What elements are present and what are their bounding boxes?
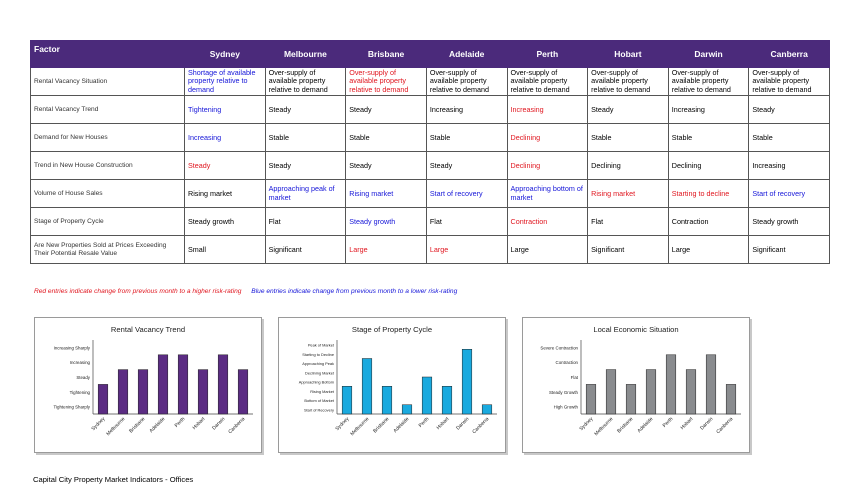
y-level-label: Declining Market: [305, 370, 334, 376]
table-cell: Steady growth: [749, 208, 830, 236]
category-label: Hobart: [679, 416, 695, 432]
y-level-label: Bottom of Market: [304, 398, 334, 404]
table-cell: Large: [346, 236, 427, 264]
table-cell: Declining: [507, 124, 588, 152]
table-cell: Tightening: [185, 96, 266, 124]
table-cell: Significant: [265, 236, 346, 264]
y-level-label: Tightening: [69, 389, 90, 395]
category-label: Brisbane: [616, 416, 635, 435]
y-level-label: Approaching Bottom: [298, 379, 334, 385]
table-cell: Steady growth: [346, 208, 427, 236]
header-city: Melbourne: [265, 41, 346, 68]
table-row: [31, 208, 830, 236]
bar-sydney: [342, 386, 352, 414]
indicator-table: [30, 40, 830, 264]
table-cell: Over-supply of available property relative to demand: [749, 68, 830, 96]
table-cell: Stable: [749, 124, 830, 152]
table-cell: Increasing: [185, 124, 266, 152]
table-cell: Increasing: [668, 96, 749, 124]
table-cell: Start of recovery: [426, 180, 507, 208]
table-cell: Start of recovery: [749, 180, 830, 208]
header-city: Hobart: [588, 41, 669, 68]
chart-svg: [279, 318, 505, 452]
table-row: [31, 96, 830, 124]
table-cell: Stable: [668, 124, 749, 152]
legend-blue-note: Blue entries indicate change from previous month to a lower risk-rating: [251, 288, 458, 295]
table-cell: Steady: [588, 96, 669, 124]
header-city: Perth: [507, 41, 588, 68]
bar-canberra: [726, 384, 736, 414]
y-level-label: Steady Growth: [548, 389, 578, 395]
page-footer: Capital City Property Market Indicators - Offices: [33, 475, 194, 484]
table-cell: Declining: [588, 152, 669, 180]
category-label: Melbourne: [349, 416, 371, 438]
table-cell: Stable: [346, 124, 427, 152]
factor-label: Rental Vacancy Situation: [31, 68, 185, 96]
table-cell: Small: [185, 236, 266, 264]
table-row: [31, 236, 830, 264]
table-cell: Approaching bottom of market: [507, 180, 588, 208]
table-cell: Flat: [426, 208, 507, 236]
table-cell: Increasing: [426, 96, 507, 124]
chart-stage-property-cycle: [278, 317, 506, 453]
table-cell: Declining: [668, 152, 749, 180]
table-cell: Steady: [426, 152, 507, 180]
table-cell: Approaching peak of market: [265, 180, 346, 208]
category-label: Hobart: [191, 416, 207, 432]
category-label: Hobart: [435, 416, 451, 432]
category-label: Adelaide: [636, 416, 655, 435]
table-cell: Shortage of available property relative to demand: [185, 68, 266, 96]
bar-adelaide: [402, 405, 412, 414]
table-header-row: [31, 41, 830, 68]
chart-title: Stage of Property Cycle: [351, 325, 433, 334]
bar-hobart: [198, 370, 208, 414]
header-city: Darwin: [668, 41, 749, 68]
bar-perth: [422, 377, 432, 414]
factor-label: Volume of House Sales: [31, 180, 185, 208]
category-label: Adelaide: [392, 416, 411, 435]
category-label: Brisbane: [372, 416, 391, 435]
category-label: Sydney: [90, 416, 107, 433]
table-cell: Large: [668, 236, 749, 264]
table-cell: Large: [426, 236, 507, 264]
chart-local-economic-situation: [522, 317, 750, 453]
table-cell: Over-supply of available property relative to demand: [507, 68, 588, 96]
category-label: Perth: [173, 416, 187, 429]
table-cell: Increasing: [749, 152, 830, 180]
table-cell: Over-supply of available property relative to demand: [668, 68, 749, 96]
legend-red-note: Red entries indicate change from previous month to a higher risk-rating: [34, 288, 242, 295]
y-level-label: Flat: [570, 375, 578, 380]
category-label: Sydney: [334, 416, 351, 433]
y-level-label: Increasing: [69, 360, 90, 366]
category-label: Sydney: [578, 416, 595, 433]
table-row: [31, 152, 830, 180]
category-label: Melbourne: [593, 416, 615, 438]
bar-darwin: [706, 355, 716, 414]
header-factor: Factor: [31, 41, 185, 68]
table-cell: Contraction: [507, 208, 588, 236]
y-level-label: Peak of Market: [307, 342, 334, 348]
header-city: Brisbane: [346, 41, 427, 68]
table-cell: Significant: [749, 236, 830, 264]
table-cell: Steady: [265, 152, 346, 180]
bar-brisbane: [626, 384, 636, 414]
table-row: [31, 68, 830, 96]
table-cell: Significant: [588, 236, 669, 264]
table-cell: Over-supply of available property relative to demand: [588, 68, 669, 96]
category-label: Canberra: [227, 416, 247, 436]
bar-hobart: [442, 386, 452, 414]
bar-adelaide: [158, 355, 168, 414]
bar-canberra: [238, 370, 248, 414]
y-level-label: High Growth: [553, 404, 578, 410]
category-label: Melbourne: [105, 416, 127, 438]
y-level-label: Severe Contraction: [540, 345, 578, 351]
chart-title: Rental Vacancy Trend: [110, 325, 186, 334]
table-cell: Steady: [346, 96, 427, 124]
category-label: Perth: [661, 416, 675, 429]
y-level-label: Steady: [76, 375, 90, 380]
y-level-label: Starting to Decline: [302, 351, 334, 357]
y-level-label: Contraction: [555, 360, 578, 366]
chart-title: Local Economic Situation: [593, 325, 679, 334]
header-city: Adelaide: [426, 41, 507, 68]
header-city: Canberra: [749, 41, 830, 68]
category-label: Darwin: [455, 416, 471, 432]
color-legend: [34, 288, 457, 295]
factor-label: Trend in New House Construction: [31, 152, 185, 180]
bar-perth: [666, 355, 676, 414]
table-cell: Over-supply of available property relative to demand: [265, 68, 346, 96]
factor-label: Demand for New Houses: [31, 124, 185, 152]
table-cell: Steady growth: [185, 208, 266, 236]
factor-label: Are New Properties Sold at Prices Exceeding Their Potential Resale Value: [31, 236, 185, 264]
factor-label: Rental Vacancy Trend: [31, 96, 185, 124]
table-cell: Steady: [749, 96, 830, 124]
bar-adelaide: [646, 370, 656, 414]
bar-melbourne: [606, 370, 616, 414]
table-cell: Starting to decline: [668, 180, 749, 208]
category-label: Darwin: [211, 416, 227, 432]
bar-sydney: [98, 384, 108, 414]
factor-label: Stage of Property Cycle: [31, 208, 185, 236]
table-cell: Flat: [265, 208, 346, 236]
category-label: Canberra: [715, 416, 735, 436]
bar-darwin: [462, 349, 472, 414]
y-level-label: Approaching Peak: [302, 361, 334, 367]
chart-svg: [35, 318, 261, 452]
chart-svg: [523, 318, 749, 452]
table-cell: Over-supply of available property relative to demand: [426, 68, 507, 96]
table-cell: Over-supply of available property relative to demand: [346, 68, 427, 96]
table-cell: Declining: [507, 152, 588, 180]
table-cell: Contraction: [668, 208, 749, 236]
chart-rental-vacancy-trend: [34, 317, 262, 453]
table-cell: Flat: [588, 208, 669, 236]
bar-melbourne: [362, 359, 372, 415]
bar-perth: [178, 355, 188, 414]
table-cell: Increasing: [507, 96, 588, 124]
category-label: Darwin: [699, 416, 715, 432]
bar-brisbane: [382, 386, 392, 414]
table-body: [31, 68, 830, 264]
bar-darwin: [218, 355, 228, 414]
table-cell: Rising market: [346, 180, 427, 208]
table-cell: Stable: [426, 124, 507, 152]
table-cell: Stable: [588, 124, 669, 152]
table-cell: Steady: [185, 152, 266, 180]
y-level-label: Increasing Sharply: [53, 345, 90, 351]
header-city: Sydney: [185, 41, 266, 68]
category-label: Brisbane: [128, 416, 147, 435]
table-cell: Rising market: [185, 180, 266, 208]
table-cell: Large: [507, 236, 588, 264]
bar-sydney: [586, 384, 596, 414]
bar-canberra: [482, 405, 492, 414]
category-label: Canberra: [471, 416, 491, 436]
table-cell: Steady: [346, 152, 427, 180]
y-level-label: Start of Recovery: [303, 407, 334, 413]
table-cell: Steady: [265, 96, 346, 124]
category-label: Adelaide: [148, 416, 167, 435]
y-level-label: Tightening Sharply: [53, 404, 90, 410]
bar-brisbane: [138, 370, 148, 414]
category-label: Perth: [417, 416, 431, 429]
table-row: [31, 124, 830, 152]
table-row: [31, 180, 830, 208]
y-level-label: Rising Market: [310, 388, 334, 394]
bar-melbourne: [118, 370, 128, 414]
table-cell: Rising market: [588, 180, 669, 208]
table-cell: Stable: [265, 124, 346, 152]
bar-hobart: [686, 370, 696, 414]
